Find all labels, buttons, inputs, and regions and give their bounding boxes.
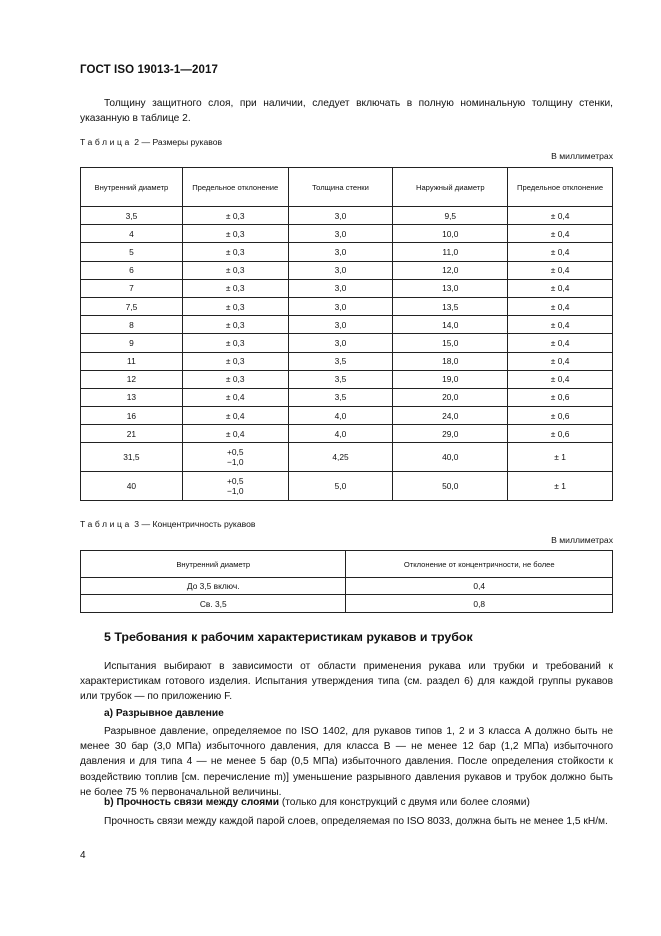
cell-deviation-1: [182, 472, 288, 501]
cell-inner-diameter: 21: [81, 425, 183, 443]
table-row: [81, 261, 613, 279]
cell-outer-diameter: 18,0: [393, 352, 508, 370]
section-5-heading: 5 Требования к рабочим характеристикам рукавов и трубок: [104, 630, 473, 644]
section-5-paragraph: [80, 659, 613, 705]
table2-header-deviation-1: Предельное отклонение: [182, 168, 288, 207]
cell-outer-diameter: 40,0: [393, 443, 508, 472]
item-a-title: a) Разрывное давление: [104, 708, 224, 719]
cell-outer-diameter: 13,0: [393, 279, 508, 297]
table3-header-row: [81, 551, 613, 578]
cell-wall-thickness: 3,0: [288, 279, 393, 297]
cell-wall-thickness: 3,0: [288, 334, 393, 352]
cell-outer-diameter: 15,0: [393, 334, 508, 352]
table3-concentricity: [80, 550, 613, 613]
cell-wall-thickness: 3,0: [288, 297, 393, 315]
cell-deviation-1: ± 0,3: [182, 370, 288, 388]
cell-deviation-2: ± 0,4: [508, 207, 613, 225]
cell-deviation-1: ± 0,3: [182, 279, 288, 297]
table2-caption-text: 2 — Размеры рукавов: [134, 137, 223, 147]
table2-header-inner-diameter: Внутренний диаметр: [81, 168, 183, 207]
cell-deviation-2: ± 0,4: [508, 297, 613, 315]
table3-caption: [80, 519, 255, 529]
cell-deviation-2: ± 0,6: [508, 388, 613, 406]
cell-inner-diameter: 8: [81, 316, 183, 334]
cell-wall-thickness: 3,0: [288, 316, 393, 334]
item-b-title: b) Прочность связи между слоями: [104, 797, 279, 808]
item-b-heading: [104, 797, 530, 808]
intro-paragraph-text: Толщину защитного слоя, при наличии, следует включать в полную номинальную толщину стенки, указанную в таблице 2.: [80, 98, 613, 125]
table3-caption-prefix: Таблица: [80, 519, 132, 529]
cell-inner-diameter: 9: [81, 334, 183, 352]
table2-header-deviation-2: Предельное отклонение: [508, 168, 613, 207]
table2-units: В миллиметрах: [551, 151, 613, 161]
cell-deviation-1: ± 0,3: [182, 316, 288, 334]
cell-wall-thickness: 3,5: [288, 388, 393, 406]
cell-outer-diameter: 29,0: [393, 425, 508, 443]
table2-caption: [80, 137, 222, 147]
cell-concentricity: 0,4: [346, 578, 613, 595]
table-row: [81, 352, 613, 370]
cell-inner-diameter: 40: [81, 472, 183, 501]
cell-deviation-1: ± 0,3: [182, 352, 288, 370]
cell-deviation-2: ± 0,4: [508, 279, 613, 297]
deviation-minus: −1,0: [226, 457, 244, 468]
cell-deviation-2: ± 0,4: [508, 243, 613, 261]
item-a-heading: [104, 708, 224, 719]
cell-wall-thickness: 4,25: [288, 443, 393, 472]
cell-inner-diameter: 6: [81, 261, 183, 279]
deviation-plus: +0,5: [226, 476, 244, 487]
cell-deviation-2: ± 0,6: [508, 425, 613, 443]
cell-inner-diameter: 4: [81, 225, 183, 243]
cell-deviation-1: [182, 443, 288, 472]
table-row: [81, 207, 613, 225]
cell-deviation-2: ± 0,4: [508, 316, 613, 334]
item-a-paragraph: [80, 724, 613, 800]
cell-wall-thickness: 4,0: [288, 407, 393, 425]
table2-header-outer-diameter: Наружный диаметр: [393, 168, 508, 207]
cell-deviation-2: ± 0,4: [508, 370, 613, 388]
cell-outer-diameter: 50,0: [393, 472, 508, 501]
cell-outer-diameter: 20,0: [393, 388, 508, 406]
table3-caption-text: 3 — Концентричность рукавов: [134, 519, 256, 529]
table2-header-wall-thickness: Толщина стенки: [288, 168, 393, 207]
cell-wall-thickness: 3,5: [288, 352, 393, 370]
item-b-paragraph: [80, 814, 613, 829]
cell-wall-thickness: 3,0: [288, 225, 393, 243]
table-row: [81, 243, 613, 261]
cell-wall-thickness: 5,0: [288, 472, 393, 501]
cell-inner-diameter: 31,5: [81, 443, 183, 472]
cell-deviation-1: ± 0,3: [182, 225, 288, 243]
table-row: [81, 472, 613, 501]
cell-concentricity: 0,8: [346, 595, 613, 612]
cell-outer-diameter: 24,0: [393, 407, 508, 425]
cell-outer-diameter: 10,0: [393, 225, 508, 243]
table3-units: В миллиметрах: [551, 535, 613, 545]
cell-wall-thickness: 3,0: [288, 261, 393, 279]
item-b-suffix: (только для конструкций с двумя или более слоями): [278, 797, 530, 808]
table-row: [81, 595, 613, 612]
cell-deviation-1: ± 0,3: [182, 207, 288, 225]
cell-inner-diameter: 7,5: [81, 297, 183, 315]
cell-deviation-1: ± 0,4: [182, 425, 288, 443]
cell-inner-diameter: 16: [81, 407, 183, 425]
cell-deviation-1: ± 0,3: [182, 334, 288, 352]
deviation-plus: +0,5: [226, 447, 244, 458]
cell-inner-diameter: 13: [81, 388, 183, 406]
item-a-text: Разрывное давление, определяемое по ISO 1402, для рукавов типов 1, 2 и 3 класса A должно быть не менее 30 бар (3,0 МПа) избыточного давления, для класса B — не менее 12 бар (1,2 МПа) избыточного давления и для типа 4 — не менее 5 бар (0,5 МПа) избыточного давления. После определения стойкости к воздействию топлив [см. перечисление m)] уменьшение разрывного давления рукавов и трубок должно быть не более 75 % первоначальной величины.: [80, 726, 613, 798]
cell-outer-diameter: 14,0: [393, 316, 508, 334]
table-row: [81, 279, 613, 297]
cell-wall-thickness: 3,0: [288, 207, 393, 225]
cell-wall-thickness: 3,0: [288, 243, 393, 261]
cell-inner-diameter: 12: [81, 370, 183, 388]
cell-deviation-1: ± 0,3: [182, 297, 288, 315]
cell-inner-diameter: 11: [81, 352, 183, 370]
cell-deviation-1: ± 0,3: [182, 243, 288, 261]
table-row: [81, 407, 613, 425]
cell-wall-thickness: 4,0: [288, 425, 393, 443]
table-row: [81, 297, 613, 315]
cell-deviation-1: ± 0,4: [182, 407, 288, 425]
cell-deviation-2: ± 1: [508, 472, 613, 501]
table2-header-row: [81, 168, 613, 207]
cell-deviation-1: ± 0,4: [182, 388, 288, 406]
cell-outer-diameter: 19,0: [393, 370, 508, 388]
intro-paragraph: [80, 96, 613, 126]
table-row: [81, 334, 613, 352]
cell-deviation-2: ± 0,4: [508, 261, 613, 279]
cell-inner-diameter: 3,5: [81, 207, 183, 225]
deviation-minus: −1,0: [226, 486, 244, 497]
cell-outer-diameter: 13,5: [393, 297, 508, 315]
table-row: [81, 388, 613, 406]
cell-inner-diameter: 7: [81, 279, 183, 297]
cell-wall-thickness: 3,5: [288, 370, 393, 388]
cell-deviation-2: ± 0,6: [508, 407, 613, 425]
table-row: [81, 370, 613, 388]
cell-outer-diameter: 11,0: [393, 243, 508, 261]
cell-deviation-2: ± 0,4: [508, 225, 613, 243]
cell-inner-diameter: Св. 3,5: [81, 595, 346, 612]
table-row: [81, 425, 613, 443]
cell-outer-diameter: 9,5: [393, 207, 508, 225]
table2-caption-prefix: Таблица: [80, 137, 132, 147]
cell-deviation-2: ± 1: [508, 443, 613, 472]
table-row: [81, 225, 613, 243]
item-b-text: Прочность связи между каждой парой слоев, определяемая по ISO 8033, должна быть не менее 1,5 кН/м.: [104, 816, 608, 827]
table-row: [81, 578, 613, 595]
cell-inner-diameter: До 3,5 включ.: [81, 578, 346, 595]
document-code-header: ГОСТ ISO 19013-1—2017: [80, 64, 218, 76]
table-row: [81, 316, 613, 334]
table3-header-inner-diameter: Внутренний диаметр: [81, 551, 346, 578]
cell-deviation-1: ± 0,3: [182, 261, 288, 279]
cell-inner-diameter: 5: [81, 243, 183, 261]
page-number: 4: [80, 850, 86, 861]
cell-outer-diameter: 12,0: [393, 261, 508, 279]
cell-deviation-2: ± 0,4: [508, 352, 613, 370]
table3-header-concentricity: Отклонение от концентричности, не более: [346, 551, 613, 578]
table-row: [81, 443, 613, 472]
table2-hose-dimensions: [80, 167, 613, 501]
section-5-paragraph-text: Испытания выбирают в зависимости от области применения рукава или трубки и требований к характеристикам готового изделия. Испытания утверждения типа (см. раздел 6) для каждой группы рукавов или трубок — по приложению F.: [80, 661, 613, 703]
cell-deviation-2: ± 0,4: [508, 334, 613, 352]
